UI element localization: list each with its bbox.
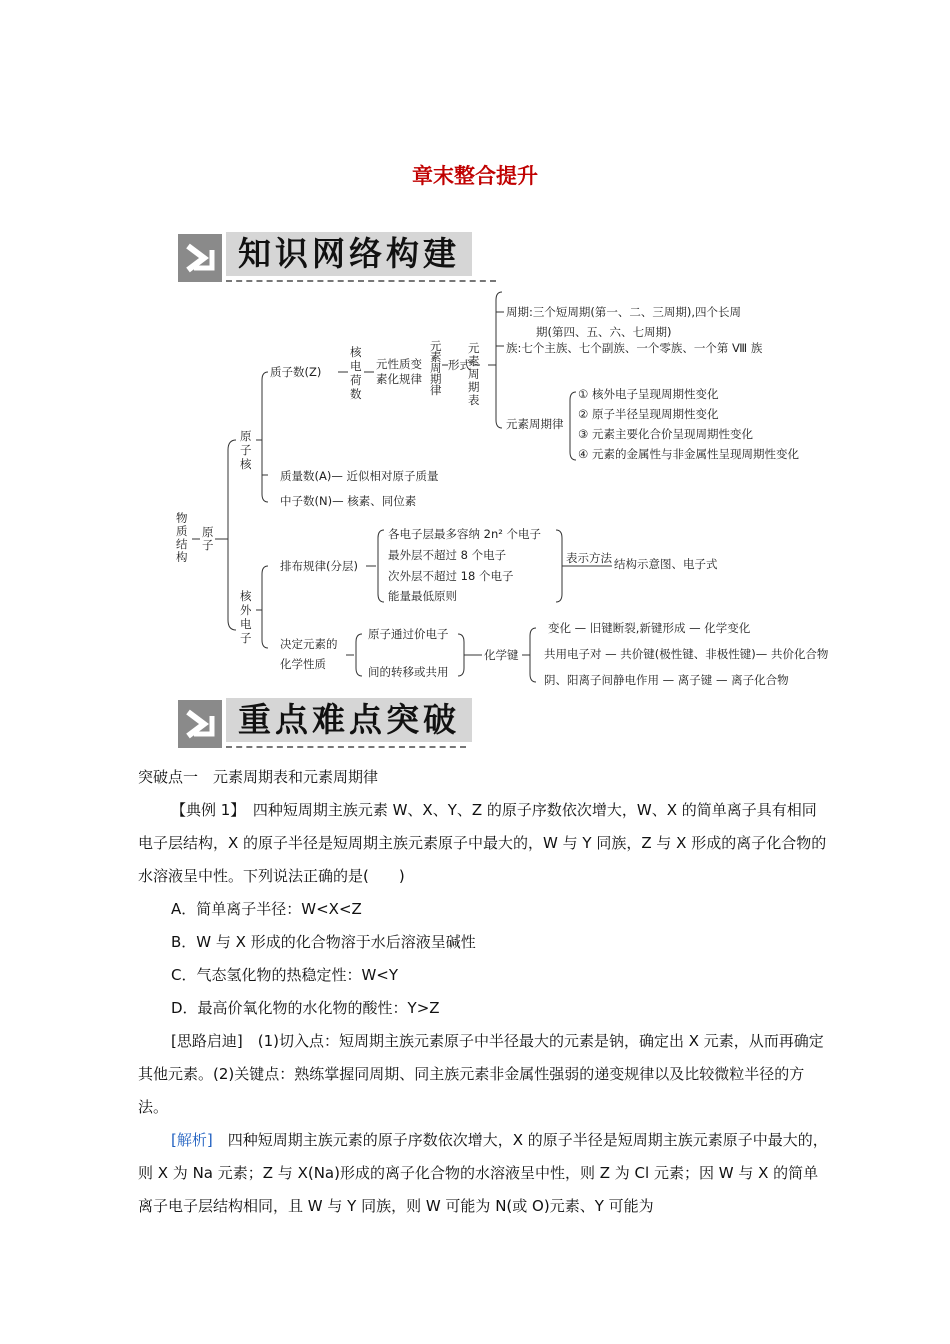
node-hedianheshu-char: 荷	[350, 373, 362, 387]
option-b: B．W 与 X 形成的化合物溶于水后溶液呈碱性	[171, 933, 476, 951]
node-xingshi: 形式	[448, 358, 471, 372]
law-item: ① 核外电子呈现周期性变化	[578, 387, 719, 401]
section-heading: 突破点一 元素周期表和元素周期律	[138, 768, 379, 786]
node-zhuanyi: 间的转移或共用	[368, 665, 449, 679]
node-hedianheshu-char: 电	[350, 359, 362, 373]
rule-item: 次外层不超过 18 个电子	[388, 569, 514, 583]
example-paragraph	[138, 794, 828, 893]
example-label: 【典例 1】	[171, 801, 238, 819]
node-hedianheshu	[350, 345, 362, 401]
analysis-label: [解析]	[171, 1131, 213, 1149]
node-zhongzishu: 中子数(N)— 核素、同位素	[280, 494, 417, 508]
node-wuzhi-char: 质	[176, 524, 188, 538]
node-hewai-char: 子	[240, 631, 252, 645]
law-item: ③ 元素主要化合价呈现周期性变化	[578, 427, 753, 441]
node-biaoshi-val: 结构示意图、电子式	[614, 557, 718, 571]
node-yzbhl-char: 素	[430, 350, 442, 364]
arrow-icon	[178, 700, 222, 748]
option-a: A．简单离子半径：W<X<Z	[171, 900, 362, 918]
node-biaoshi: 表示方法	[566, 551, 612, 565]
example-text: 四种短周期主族元素 W、X、Y、Z 的原子序数依次增大，W、X 的简单离子具有相同电子层结构，X 的原子半径是短周期主族元素原子中最大的，W 与 Y 同族，Z 与 X 形成的离子化合物的水溶液呈中性。下列说法正确的是( )	[138, 801, 827, 885]
rule-item: 各电子层最多容纳 2n² 个电子	[388, 527, 542, 541]
node-wuzhi-char: 构	[176, 550, 188, 564]
node-yszqb-char: 素	[468, 354, 480, 368]
bond-item: 共用电子对 — 共价键(极性键、非极性键)— 共价化合物	[544, 647, 829, 661]
node-zhouqi2: 期(第四、五、六、七周期)	[536, 325, 672, 339]
banner-title: 重点难点突破	[226, 698, 472, 742]
banner-title: 知识网络构建	[226, 232, 472, 276]
node-zhiliangshu: 质量数(A)— 近似相对原子质量	[280, 469, 439, 483]
node-huaxuejian: 化学键	[484, 648, 519, 662]
node-yszqb	[468, 341, 480, 407]
divider	[226, 746, 466, 748]
node-yzbhl-char: 律	[430, 383, 442, 397]
hint-label: [思路启迪]	[171, 1032, 243, 1050]
node-zhouqi: 周期:三个短周期(第一、二、三周期),四个长周	[506, 305, 742, 319]
node-hewai-char: 外	[240, 603, 252, 617]
node-hedianheshu-char: 核	[350, 345, 362, 359]
node-hewai-char: 核	[240, 589, 252, 603]
node-yuanzi-char: 原	[202, 525, 214, 539]
hint-paragraph	[138, 1025, 828, 1124]
law-item: ② 原子半径呈现周期性变化	[578, 407, 719, 421]
node-xingzhi: 元性质变	[376, 357, 422, 371]
analysis-text: 四种短周期主族元素的原子序数依次增大，X 的原子半径是短周期主族元素原子中最大的，则 X 为 Na 元素；Z 与 X(Na)形成的离子化合物的水溶液呈中性，则 Z 为 Cl 元素；因 W 与 X 的简单离子电子层结构相同，且 W 与 Y 同族，则 W 可能为 N(或 O)元素、Y 可能为	[138, 1131, 828, 1215]
node-jueding2: 化学性质	[280, 657, 326, 671]
node-hewai	[240, 589, 252, 645]
node-xingzhi2: 素化规律	[376, 372, 422, 386]
node-jueding: 决定元素的	[280, 637, 338, 651]
hint-text: (1)切入点：短周期主族元素原子中半径最大的元素是钠，确定出 X 元素，从而再确定其他元素。(2)关键点：熟练掌握同周期、同主族元素非金属性强弱的递变规律以及比较微粒半径的方法。	[138, 1032, 824, 1116]
node-zhizishu: 质子数(Z)	[270, 365, 322, 379]
node-yuanzi-char: 子	[202, 538, 214, 552]
bond-item: 阴、阳离子间静电作用 — 离子键 — 离子化合物	[544, 673, 789, 687]
node-yuanzi	[202, 525, 214, 552]
node-yszqb-char: 表	[468, 393, 480, 407]
node-wuzhi	[176, 511, 188, 564]
node-yzbhl-char: 周	[430, 361, 442, 375]
analysis-paragraph	[138, 1124, 828, 1223]
node-yuanzihe	[240, 429, 252, 471]
node-yszql: 元素周期律	[506, 417, 564, 431]
node-wuzhi-char: 结	[176, 537, 188, 551]
node-hedianheshu-char: 数	[350, 387, 362, 401]
node-zu: 族:七个主族、七个副族、一个零族、一个第 Ⅷ 族	[506, 341, 763, 355]
section-banner-key-points	[178, 700, 478, 750]
rule-item: 最外层不超过 8 个电子	[388, 548, 507, 562]
node-yzbhl	[430, 339, 442, 397]
option-c: C．气态氢化物的热稳定性：W<Y	[171, 966, 399, 984]
node-jiadian: 原子通过价电子	[368, 627, 449, 641]
law-item: ④ 元素的金属性与非金属性呈现周期性变化	[578, 447, 799, 461]
node-yuanzihe-char: 原	[240, 429, 252, 443]
option-d: D．最高价氧化物的水化物的酸性：Y>Z	[171, 999, 440, 1017]
node-yzbhl-char: 期	[430, 372, 442, 386]
node-yszqb-char: 期	[468, 380, 480, 394]
node-yzbhl-char: 元	[430, 339, 442, 353]
page-title: 章末整合提升	[412, 164, 538, 188]
rule-item: 能量最低原则	[388, 589, 457, 603]
node-yuanzihe-char: 子	[240, 443, 252, 457]
node-yuanzihe-char: 核	[240, 457, 252, 471]
node-yszqb-char: 周	[468, 367, 480, 381]
node-wuzhi-char: 物	[176, 511, 188, 525]
node-yszqb-char: 元	[468, 341, 480, 355]
node-paibu: 排布规律(分层)	[280, 559, 358, 573]
node-hewai-char: 电	[240, 617, 252, 631]
bond-item: 变化 — 旧键断裂,新键形成 — 化学变化	[548, 621, 751, 635]
